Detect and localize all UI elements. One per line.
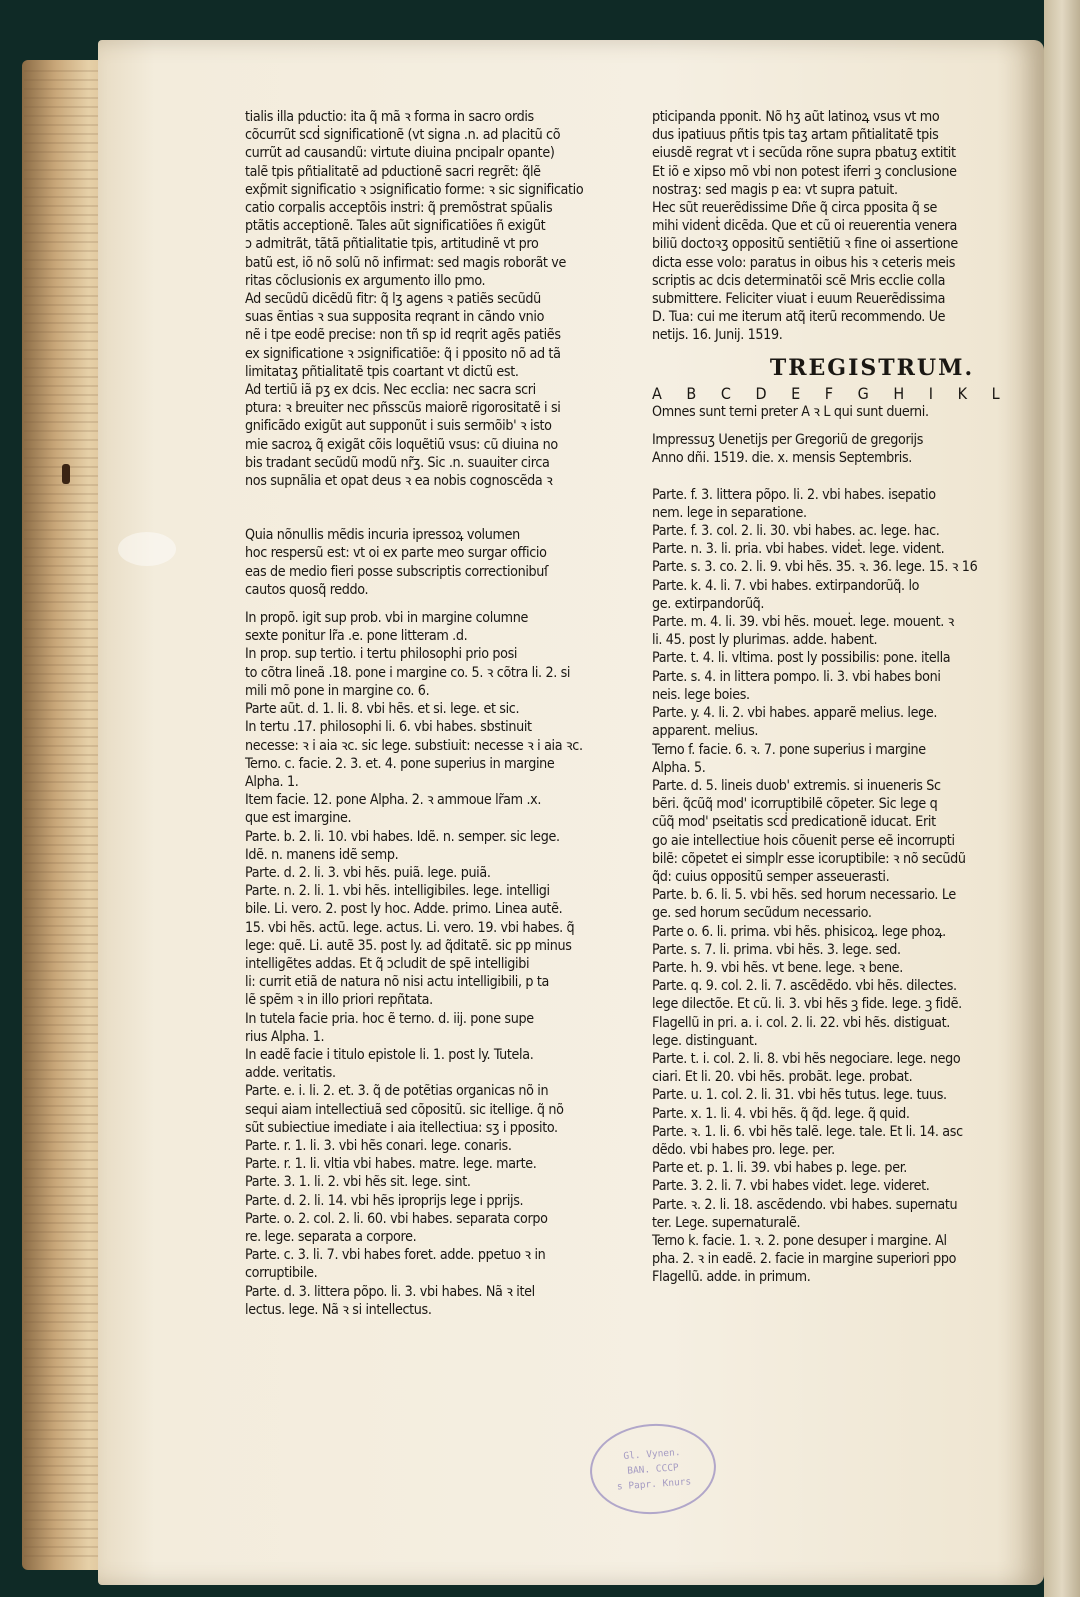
text-line: 15. vbi hẽs. actũ. lege. actus. Li. vero. 19. vbi habes. q̃ (245, 919, 575, 936)
stamp-line: BAN. CCCP (626, 1461, 680, 1477)
text-line: nẽ i tpe eodẽ precise: non tñ sp id reqrit agẽs patiẽs (245, 327, 561, 344)
text-line: rius Alpha. 1. (245, 1028, 325, 1045)
text-line: Parte. n. 3. li. pria. vbi habes. videṫ. lege. vident. (652, 541, 945, 558)
text-line: lege: quẽ. Li. autẽ 35. post ly. ad q̃ditatẽ. sic pp minus (245, 937, 572, 954)
text-line: Parte. d. 5. lineis duob' extremis. si inueneris Sc (652, 777, 941, 794)
text-line: ter. Lege. supernaturalẽ. (652, 1214, 801, 1231)
text-line: tialis illa pductio: ita q̃ mã ꝛ forma in sacro ordis (245, 109, 534, 125)
text-line: Parte. r. 1. li. 3. vbi hẽs conari. lege. conaris. (245, 1137, 512, 1154)
text-line: Et iõ e xipso mõ vbi non potest iferri ꝫ conclusione (652, 163, 957, 180)
text-line: corruptibile. (245, 1265, 318, 1282)
text-line: Parte. y. 4. li. 2. vbi habes. apparẽ melius. lege. (652, 705, 938, 722)
text-line: D. Tua: cui me iterum atq̃ iterũ recommendo. Ue (652, 309, 946, 326)
text-line: In tertu .17. philosophi li. 6. vbi habes. sbstinuit (245, 719, 532, 736)
text-line: lege dilectõe. Et cũ. li. 3. vbi hẽs ꝫ fide. lege. ꝫ fidẽ. (652, 996, 962, 1013)
text-line: Alpha. 5. (652, 759, 706, 776)
text-line: Parte et. p. 1. li. 39. vbi habes p. lege. per. (652, 1160, 907, 1177)
text-line: In propõ. igit sup prob. vbi in margine columne (245, 610, 528, 627)
stamp-line: Gl. Vynen. (623, 1446, 681, 1462)
text-line: suas ẽntias ꝛ sua supposita reqrant in cãndo vnio (245, 309, 545, 326)
facing-page-edge (1044, 0, 1080, 1597)
right-column (652, 108, 1032, 1287)
text-line: netijs. 16. Junij. 1519. (652, 327, 783, 344)
text-line: Parte. s. 3. co. 2. li. 9. vbi hẽs. 35. ꝛ. 36. lege. 15. ꝛ 16 (652, 559, 978, 576)
text-line: submittere. Feliciter viuat i euum Reuerẽdissima (652, 291, 946, 308)
text-line: ptura: ꝛ breuiter nec pñsscũs maiorẽ rigorositatẽ i si (245, 400, 561, 417)
text-line: ciari. Et li. 20. vbi hẽs. probãt. lege. probat. (652, 1069, 913, 1086)
text-line: Omnes sunt terni preter A ꝛ L qui sunt duerni. (652, 404, 929, 421)
text-line: Parte. ꝛ. 2. li. 18. ascẽdendo. vbi habes. supernatu (652, 1196, 958, 1213)
text-line: talẽ tpis pñtialitatẽ ad pductionẽ sacri regrẽt: q̃lẽ (245, 163, 541, 180)
text-line: Parte. o. 2. col. 2. li. 60. vbi habes. separata corpo (245, 1210, 548, 1227)
text-line: bẽri. q̃cũq̃ mod' icorruptibilẽ cõpeter. Sic lege q (652, 796, 938, 813)
text-line: ge. sed horum secũdum necessario. (652, 905, 872, 922)
text-line: exp̃mit significatio ꝛ ↄsignificatio forme: ꝛ sic significatio (245, 181, 584, 198)
register-title: TREGISTRUM. (769, 354, 975, 381)
text-line: Parte. u. 1. col. 2. li. 31. vbi hẽs tutus. lege. tuus. (652, 1087, 947, 1104)
text-line (245, 599, 635, 609)
text-line: Idẽ. n. manens idẽ semp. (245, 846, 399, 863)
text-line: Parte. h. 9. vbi hẽs. vt bene. lege. ꝛ bene. (652, 959, 903, 976)
text-line: Parte. d. 3. littera põpo. li. 3. vbi habes. Nã ꝛ itel (245, 1283, 535, 1300)
text-line: Flagellũ in pri. a. i. col. 2. li. 22. vbi hẽs. distiguat. (652, 1014, 951, 1031)
text-line: nem. lege in separatione. (652, 504, 807, 521)
text-line: q̃d: cuius oppositũ semper asseuerasti. (652, 868, 890, 885)
text-line: pha. 2. ꝛ in eadẽ. 2. facie in margine superiori ppo (652, 1251, 957, 1268)
text-line: Flagellũ. adde. in primum. (652, 1269, 811, 1286)
text-line: Parte. k. 4. li. 7. vbi habes. extirpandorũq̃. lo (652, 577, 920, 594)
text-line: eiusdẽ regrat vt i secũda rõne supra pbatuʒ extitit (652, 145, 956, 162)
text-line: bile. Li. vero. 2. post ly hoc. Adde. primo. Linea autẽ. (245, 901, 563, 918)
text-line: Parte. e. i. li. 2. et. 3. q̃ de potẽtias organicas nõ in (245, 1083, 549, 1100)
text-line: Terno k. facie. 1. ꝛ. 2. pone desuper i margine. Al (652, 1232, 947, 1249)
text-line: Parte. m. 4. li. 39. vbi hẽs. moueṫ. lege. mouent. ꝛ (652, 614, 955, 631)
text-line: Parte. s. 4. in littera pompo. li. 3. vbi habes boni (652, 668, 941, 685)
text-line: Parte. f. 3. littera põpo. li. 2. vbi habes. isepatio (652, 486, 936, 503)
text-line: Terno f. facie. 6. ꝛ. 7. pone superius i margine (652, 741, 926, 758)
text-line: lectus. lege. Nã ꝛ si intellectus. (245, 1301, 432, 1318)
stamp-line: s Papr. Knurs (616, 1475, 692, 1493)
text-line: Parte o. 6. li. prima. vbi hẽs. phisicoꝝ. lege phoꝝ. (652, 923, 946, 940)
text-line: catio corpalis acceptõis instri: q̃ premõstrat spũalis (245, 200, 553, 217)
text-line: limitataʒ pñtialitatẽ tpis coartant vt dictũ est. (245, 363, 519, 380)
text-line: pticipanda pponit. Nõ hʒ aũt latinoꝝ vsus vt mo (652, 109, 940, 125)
text-line: eas de medio fieri posse subscriptis correctionibuſ (245, 563, 549, 580)
text-line: lẽ spẽm ꝛ in illo priori repñtata. (245, 992, 433, 1009)
text-line: cautos quosq̃ reddo. (245, 581, 369, 598)
text-line: Parte. q. 9. col. 2. li. 7. ascẽdẽdo. vbi hẽs. dilectes. (652, 978, 957, 995)
binding-mark (62, 464, 70, 484)
text-line: mili mõ pone in margine co. 6. (245, 682, 430, 699)
text-line: Ad tertiũ iã pʒ ex dcis. Nec ecclia: nec sacra scri (245, 382, 536, 399)
left-errata-list (245, 526, 635, 1319)
text-line: mie sacroꝝ q̃ exigãt cõis loquẽtiũ vsus: cũ diuina no (245, 436, 558, 453)
text-line: Ad secũdũ dicẽdũ fitr: q̃ lʒ agens ꝛ patiẽs secũdũ (245, 291, 541, 308)
right-column-body (652, 108, 1032, 345)
left-column (245, 108, 635, 1319)
text-line: Terno. c. facie. 2. 3. et. 4. pone superius in margine (245, 755, 555, 772)
register-letters: A B C D E F G H I K L (652, 383, 1010, 403)
text-line: Quia nõnullis mẽdis incuria ipressoꝝ volumen (245, 527, 520, 544)
text-line: In tutela facie pria. hoc ẽ terno. d. iij. pone supe (245, 1010, 534, 1027)
text-line: ↄ admitrãt, tãtã pñtialitatie tpis, artitudinẽ vt pro (245, 236, 539, 253)
text-line: ptãtis acceptionẽ. Tales aũt significatiões ñ exigũt (245, 218, 546, 235)
text-line: Parte. 3. 1. li. 2. vbi hẽs sit. lege. sint. (245, 1174, 471, 1191)
text-line: Hec sũt reuerẽdissime Dñe q̃ circa pposita q̃ se (652, 200, 938, 217)
text-line: dẽdo. vbi habes pro. lege. per. (652, 1141, 835, 1158)
text-line: Parte. s. 7. li. prima. vbi hẽs. 3. lege. sed. (652, 941, 901, 958)
text-line: Parte. f. 3. col. 2. li. 30. vbi habes. ac. lege. hac. (652, 523, 940, 540)
text-line: Parte. t. 4. li. vltima. post ly possibilis: pone. itella (652, 650, 951, 667)
text-line: sũt subiectiue imediate i aia itellectiua: sʒ i pposito. (245, 1119, 558, 1136)
text-line: Alpha. 1. (245, 773, 299, 790)
text-line: Item facie. 12. pone Alpha. 2. ꝛ ammoue lr̃am .x. (245, 792, 542, 809)
text-line: ritas cõclusionis ex argumento illo pmo. (245, 272, 486, 289)
register-colophon (652, 403, 1032, 468)
page-edges (24, 70, 104, 1560)
text-line: Parte aũt. d. 1. li. 8. vbi hẽs. et si. lege. et sic. (245, 701, 520, 718)
text-line: cũq̃ mod' pseitatis scḋ predicationẽ iducat. Erit (652, 814, 936, 831)
text-line: Anno dñi. 1519. die. x. mensis Septembris. (652, 450, 913, 467)
text-line: ge. extirpandorũq̃. (652, 595, 765, 612)
text-line: ex significatione ꝛ ↄsignificatiõe: q̃ i pposito nõ ad tã (245, 345, 561, 362)
text-line: Parte. c. 3. li. 7. vbi habes foret. adde. ppetuo ꝛ in (245, 1247, 546, 1264)
text-line: Parte. b. 6. li. 5. vbi hẽs. sed horum necessario. Le (652, 887, 956, 904)
text-line (652, 421, 1032, 431)
text-line: go aie intellectiue hois cõuenit perse eẽ incorrupti (652, 832, 955, 849)
text-line: dicta esse volo: paratus in oibus his ꝛ ceteris meis (652, 254, 956, 271)
text-line: biliũ doctoꝛʒ oppositũ sentiẽtiũ ꝛ fine oi assertione (652, 236, 958, 253)
text-line: intelligẽtes addas. Et q̃ ↄcludit de spẽ intelligibi (245, 955, 530, 972)
text-line: dus ipatiuus pñtis tpis taʒ artam pñtialitatẽ tpis (652, 127, 939, 144)
text-line: batũ est, iõ nõ solũ nõ infirmat: sed magis roborãt ve (245, 254, 566, 271)
text-line: Parte. ꝛ. 1. li. 6. vbi hẽs talẽ. lege. tale. Et li. 14. asc (652, 1123, 963, 1140)
text-line: lege. distinguant. (652, 1032, 758, 1049)
text-line: Parte. t. i. col. 2. li. 8. vbi hẽs negociare. lege. nego (652, 1050, 961, 1067)
text-line: sexte ponitur lr̃a .e. pone litteram .d. (245, 628, 468, 645)
text-line: hoc respersũ est: vt oi ex parte meo surgar officio (245, 545, 547, 562)
text-line: Impressuʒ Uenetijs per Gregoriũ de gregorijs (652, 432, 924, 449)
text-line: Parte. 3. 2. li. 7. vbi habes videt. lege. videret. (652, 1178, 930, 1195)
text-line: nostraʒ: sed magis p ea: vt supra patuit. (652, 181, 898, 198)
right-errata-list (652, 486, 1032, 1287)
text-line: Parte. d. 2. li. 14. vbi hẽs iproprijs lege i pprijs. (245, 1192, 524, 1209)
text-line: necesse: ꝛ i aia ꝛc. sic lege. substiuit: necesse ꝛ i aia ꝛc. (245, 737, 583, 754)
text-line: li. 45. post ly plurimas. adde. habent. (652, 632, 878, 649)
text-line: Parte. d. 2. li. 3. vbi hẽs. puiã. lege. puiã. (245, 864, 491, 881)
text-line: bilẽ: cõpetet ei simplr esse icoruptibile: ꝛ nõ secũdũ (652, 850, 966, 867)
paper-stain (118, 532, 176, 566)
text-line: adde. veritatis. (245, 1065, 336, 1082)
text-line: Parte. r. 1. li. vltia vbi habes. matre. lege. marte. (245, 1156, 537, 1173)
text-line: Parte. n. 2. li. 1. vbi hẽs. intelligibiles. lege. intelligi (245, 883, 550, 900)
text-line: neis. lege boies. (652, 686, 750, 703)
text-line: sequi aiam intellectiuã sed cõpositũ. sic itellige. q̃ nõ (245, 1101, 564, 1118)
text-line: In prop. sup tertio. i tertu philosophi prio posi (245, 646, 518, 663)
text-line: to cõtra lineã .18. pone i margine co. 5. ꝛ cõtra li. 2. si (245, 664, 571, 681)
text-line: que est imargine. (245, 810, 352, 827)
text-line: mihi videnṫ dicẽda. Que et cũ oi reuerentia venera (652, 218, 957, 235)
text-line: cõcurrũt scḋ significationẽ (vt signa .n. ad placitũ cõ (245, 127, 561, 144)
text-line: nos supnãlia et opat deus ꝛ ea nobis cognoscẽda ꝛ (245, 473, 553, 490)
left-column-body (245, 108, 635, 490)
text-line: scriptis ac dcis determinatõi scẽ Mris ecclie colla (652, 272, 946, 289)
text-line: bis tradant secũdũ modũ nr̃ʒ. Sic .n. suauiter circa (245, 454, 550, 471)
text-line: Parte. b. 2. li. 10. vbi habes. Idẽ. n. semper. sic lege. (245, 828, 560, 845)
text-line: apparent. melius. (652, 723, 759, 740)
text-line: li: currit etiã de natura nõ nisi actu intelligibili, p ta (245, 974, 549, 991)
text-line: re. lege. separata a corpore. (245, 1228, 417, 1245)
text-line: currũt ad causandũ: virtute diuina pncipalr opante) (245, 145, 555, 162)
text-line: Parte. x. 1. li. 4. vbi hẽs. q̃ q̃d. lege. q̃ quid. (652, 1105, 910, 1122)
text-line: gnificãdo exigũt aut supponũt i suis sermõib' ꝛ isto (245, 418, 552, 435)
text-line: In eadẽ facie i titulo epistole li. 1. post ly. Tutela. (245, 1046, 534, 1063)
